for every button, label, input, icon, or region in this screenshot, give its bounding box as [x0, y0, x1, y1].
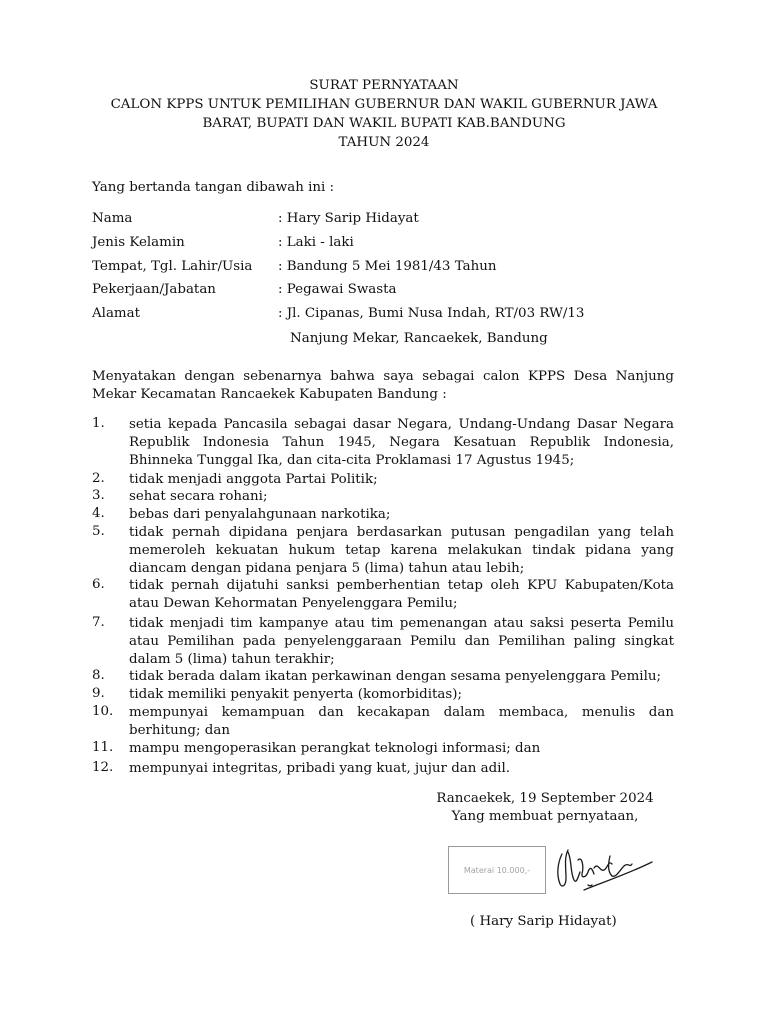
list-item-number: 9. — [92, 686, 105, 701]
list-item-line: atau Dewan Kehormatan Penyelenggara Pemilu; — [129, 595, 458, 611]
list-item-number: 10. — [92, 704, 114, 719]
closing-block — [400, 790, 690, 826]
title-line-3: BARAT, BUPATI DAN WAKIL BUPATI KAB.BANDUNG — [202, 116, 566, 131]
list-item-number: 6. — [92, 577, 105, 592]
identity-value: : Pegawai Swasta — [278, 282, 397, 297]
list-item-text — [129, 704, 674, 740]
list-item-line: atau Pemilihan pada penyelenggaraan Pemilu dan Pemilihan paling singkat — [129, 633, 674, 649]
list-item-text — [129, 760, 674, 778]
statement-paragraph — [92, 368, 674, 404]
identity-label: Jenis Kelamin — [92, 235, 185, 250]
title-line-1: SURAT PERNYATAAN — [309, 78, 459, 93]
list-item-text — [129, 668, 674, 686]
duty-stamp-box — [448, 846, 546, 894]
title-line-4: TAHUN 2024 — [338, 135, 430, 150]
signature-image — [548, 838, 668, 898]
list-item-line: memeroleh kekuatan hukum tetap karena melakukan tindak pidana yang — [129, 542, 674, 558]
list-item-line: mempunyai kemampuan dan kecakapan dalam membaca, menulis dan — [129, 705, 674, 720]
list-item-line: berhitung; dan — [129, 722, 230, 738]
list-item-line: Republik Indonesia Tahun 1945, Negara Kesatuan Republik Indonesia, — [129, 434, 674, 450]
list-item-line: mempunyai integritas, pribadi yang kuat, jujur dan adil. — [129, 761, 511, 776]
list-item-number: 1. — [92, 416, 105, 431]
list-item-text — [129, 471, 674, 489]
list-item-line: setia kepada Pancasila sebagai dasar Negara, Undang-Undang Dasar Negara — [129, 417, 674, 432]
list-item-text — [129, 577, 674, 613]
list-item-number: 3. — [92, 488, 105, 503]
list-item-number: 4. — [92, 506, 105, 521]
list-item-line: tidak pernah dijatuhi sanksi pemberhentian tetap oleh KPU Kabupaten/Kota — [129, 578, 674, 593]
identity-value: : Jl. Cipanas, Bumi Nusa Indah, RT/03 RW/13 — [278, 306, 585, 321]
list-item-line: sehat secara rohani; — [129, 489, 268, 504]
list-item-text — [129, 524, 674, 577]
list-item-text — [129, 506, 674, 524]
list-item-line: bebas dari penyalahgunaan narkotika; — [129, 507, 391, 522]
list-item-line: tidak berada dalam ikatan perkawinan dengan sesama penyelenggara Pemilu; — [129, 669, 661, 684]
list-item-line: Bhinneka Tunggal Ika, dan cita-cita Proklamasi 17 Agustus 1945; — [129, 452, 575, 468]
identity-label: Tempat, Tgl. Lahir/Usia — [92, 259, 253, 274]
list-item-text — [129, 615, 674, 668]
maker-label: Yang membuat pernyataan, — [451, 809, 639, 824]
identity-value: : Laki - laki — [278, 235, 354, 250]
identity-value: : Hary Sarip Hidayat — [278, 211, 419, 226]
list-item-number: 12. — [92, 760, 114, 775]
list-item-number: 7. — [92, 615, 105, 630]
list-item-number: 11. — [92, 740, 114, 755]
stamp-label: Materai 10.000,- — [463, 865, 531, 875]
document-title — [80, 76, 688, 152]
list-item-line: diancam dengan pidana penjara 5 (lima) tahun atau lebih; — [129, 560, 525, 576]
signer-name: ( Hary Sarip Hidayat) — [470, 914, 617, 929]
list-item-number: 2. — [92, 471, 105, 486]
list-item-line: dalam 5 (lima) tahun terakhir; — [129, 651, 335, 667]
identity-value: : Bandung 5 Mei 1981/43 Tahun — [278, 259, 497, 274]
list-item-number: 5. — [92, 524, 105, 539]
identity-label: Nama — [92, 211, 133, 226]
list-item-text — [129, 686, 674, 704]
list-item-line: tidak pernah dipidana penjara berdasarkan putusan pengadilan yang telah — [129, 525, 674, 540]
list-item-text — [129, 740, 674, 758]
intro-text: Yang bertanda tangan dibawah ini : — [92, 180, 335, 195]
statement-line: Mekar Kecamatan Rancaekek Kabupaten Bandung : — [92, 387, 447, 402]
list-item-text — [129, 416, 674, 469]
statement-line: Menyatakan dengan sebenarnya bahwa saya sebagai calon KPPS Desa Nanjung — [92, 369, 674, 384]
place-date: Rancaekek, 19 September 2024 — [436, 791, 654, 806]
list-item-text — [129, 488, 674, 506]
list-item-line: tidak menjadi anggota Partai Politik; — [129, 472, 378, 487]
title-line-2: CALON KPPS UNTUK PEMILIHAN GUBERNUR DAN WAKIL GUBERNUR JAWA — [110, 97, 658, 112]
list-item-line: mampu mengoperasikan perangkat teknologi informasi; dan — [129, 741, 541, 756]
list-item-line: tidak menjadi tim kampanye atau tim pemenangan atau saksi peserta Pemilu — [129, 616, 674, 631]
list-item-number: 8. — [92, 668, 105, 683]
list-item-line: tidak memiliki penyakit penyerta (komorbiditas); — [129, 687, 462, 702]
identity-label: Alamat — [92, 306, 140, 321]
address-continuation: Nanjung Mekar, Rancaekek, Bandung — [290, 331, 548, 346]
identity-label: Pekerjaan/Jabatan — [92, 282, 216, 297]
